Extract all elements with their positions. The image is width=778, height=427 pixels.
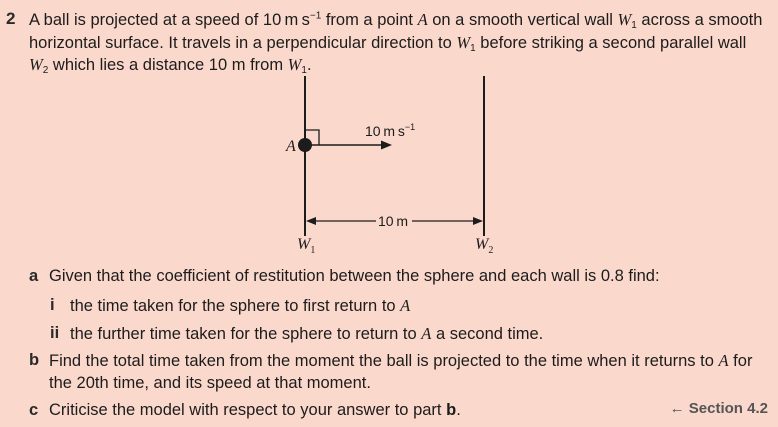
wall-2-label: $W_2$ (475, 236, 494, 256)
part-a-ii-label: ii (50, 324, 60, 342)
part-a-label: a (29, 267, 39, 285)
question-text: A ball is projected at a speed of 10 m $s^{-1}$ from a point A on a smooth vertical wall $W_1$ across a smooth horizontal surface. It travels in a perpendicular direction to $W_1$ before striking a second parallel wall $W_2$ which lies a distance 10 m from $W_1$. (29, 10, 763, 76)
part-c-text: Criticise the model with respect to your answer to part b. (49, 401, 461, 419)
part-b-label: b (29, 351, 40, 369)
part-b-text: Find the total time taken from the moment the ball is projected to the time when it returns to A for the 20th time, and its speed at that moment. (49, 351, 753, 392)
ball (298, 138, 312, 152)
part-a-text: Given that the coefficient of restitution between the sphere and each wall is 0.8 find: (49, 267, 660, 285)
point-a-label: A (286, 138, 296, 155)
walls-diagram (270, 68, 510, 258)
part-a-i-label: i (50, 296, 55, 314)
velocity-arrowhead (381, 141, 392, 150)
distance-arrowhead-left (306, 217, 316, 225)
section-link[interactable]: ← Section 4.2 (669, 400, 768, 417)
distance-label: 10 m (378, 213, 409, 229)
velocity-label: 10 m $s^{-1}$ (365, 122, 416, 139)
distance-arrowhead-right (473, 217, 483, 225)
part-c-label: c (29, 401, 39, 419)
part-a-ii-text: the further time taken for the sphere to return to A a second time. (70, 324, 544, 343)
wall-1-label: $W_1$ (297, 236, 316, 256)
question-number: 2 (6, 9, 16, 28)
part-a-i-text: the time taken for the sphere to first return to A (70, 296, 411, 315)
